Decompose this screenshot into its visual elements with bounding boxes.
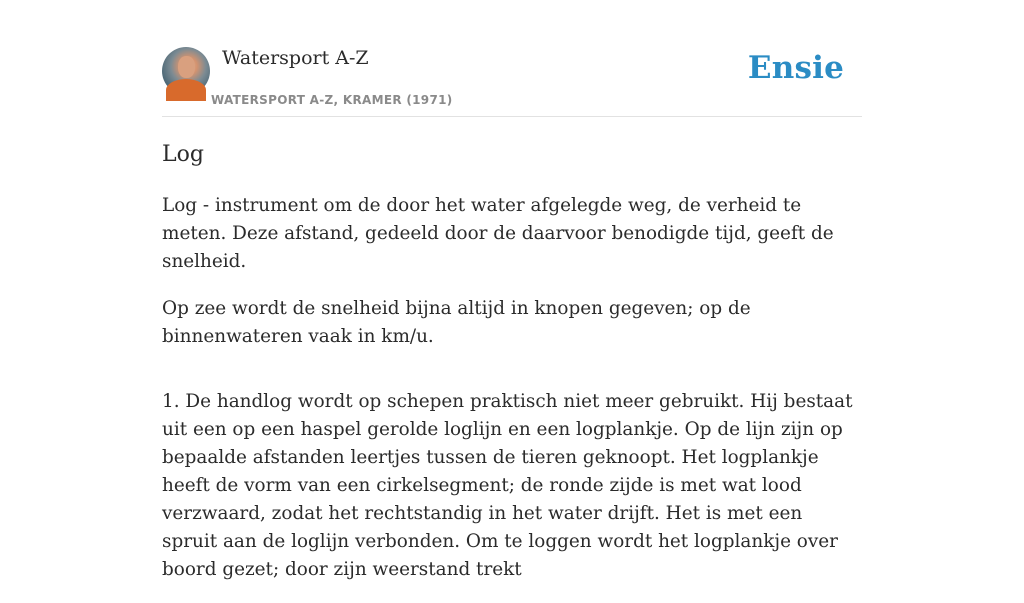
avatar-face — [178, 56, 195, 78]
site-name-link[interactable]: Watersport A-Z — [222, 47, 369, 69]
page-title: Log — [162, 142, 204, 167]
article-body — [162, 192, 862, 603]
page — [162, 0, 862, 580]
header — [162, 0, 862, 117]
ensie-logo[interactable]: Ensie — [747, 50, 844, 86]
source-label: WATERSPORT A-Z, KRAMER (1971) — [211, 93, 453, 107]
paragraph-2: Op zee wordt de snelheid bijna altijd in knopen gegeven; op de binnenwateren vaak in km/u. — [162, 298, 751, 347]
avatar-shirt — [166, 79, 206, 101]
paragraph-1: Log - instrument om de door het water afgelegde weg, de verheid te meten. Deze afstand, gedeeld door de daarvoor benodigde tijd, geeft de snelheid. — [162, 195, 834, 272]
paragraph-3: 1. De handlog wordt op schepen praktisch niet meer gebruikt. Hij bestaat uit een op een haspel gerolde loglijn en een logplankje. Op de lijn zijn op bepaalde afstanden leertjes tussen de tieren geknoopt. Het logplankje heeft de vorm van een cirkelsegment; de ronde zijde is met wat lood verzwaard, zodat het rechtstandig in het water drijft. Het is met een spruit aan de loglijn verbonden. Om te loggen wordt het logplankje over boord gezet; door zijn weerstand trekt — [162, 391, 853, 580]
author-avatar[interactable] — [162, 47, 210, 95]
